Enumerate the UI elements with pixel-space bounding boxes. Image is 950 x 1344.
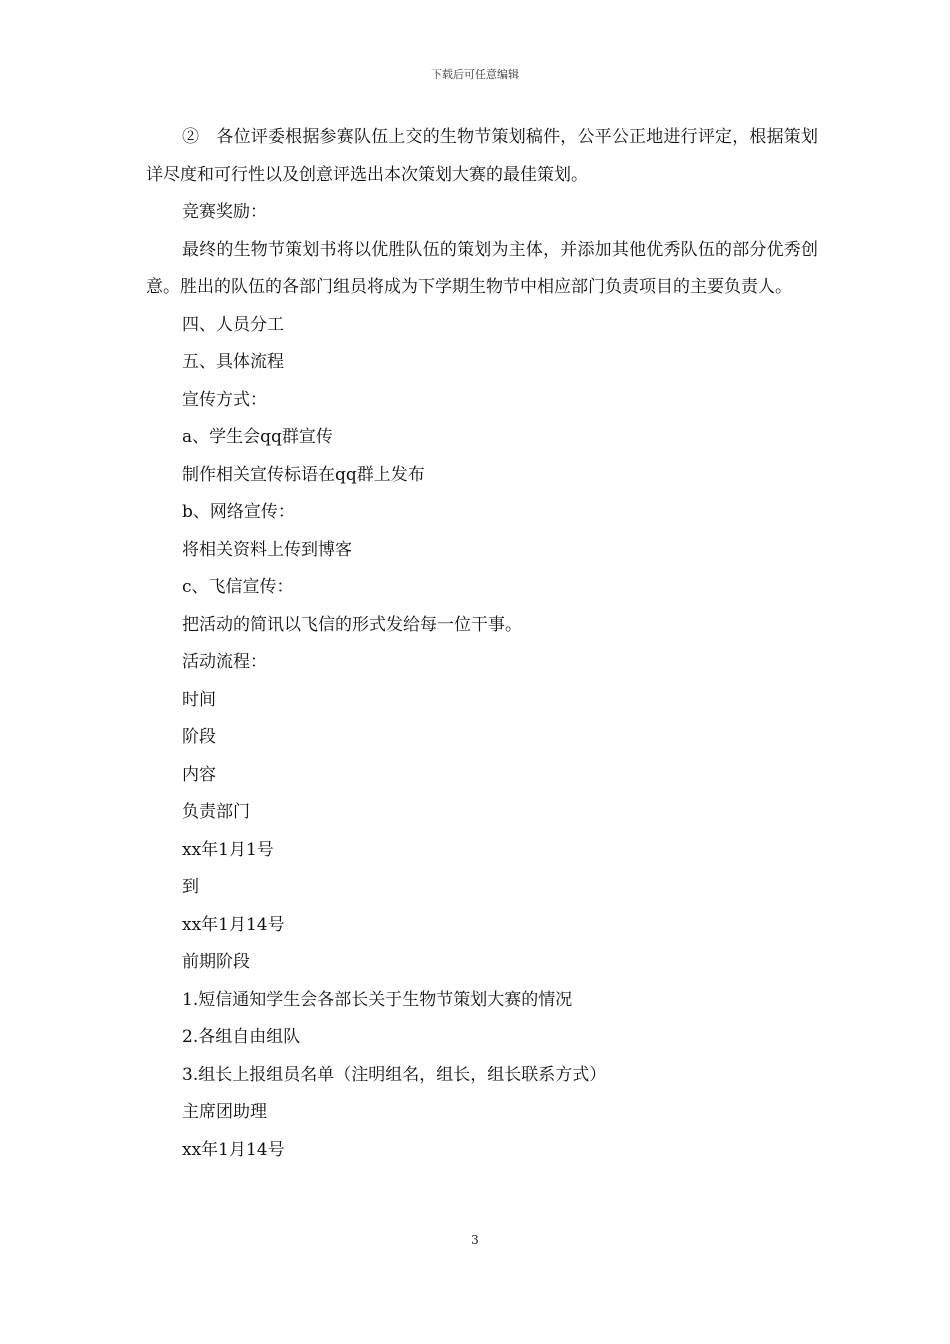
section-heading: 四、人员分工: [182, 314, 284, 335]
table-cell-text: xx年1月1号: [182, 839, 274, 860]
paragraph: 竞赛奖励：: [182, 202, 267, 222]
paragraph: 宣传方式：: [182, 389, 267, 410]
table-cell-text: 负责部门: [182, 802, 250, 822]
page-header: 下载后可任意编辑: [431, 68, 519, 81]
table-cell-text: 前期阶段: [182, 952, 250, 972]
table-cell-text: xx年1月14号: [182, 1139, 285, 1160]
page-number: 3: [471, 1233, 479, 1247]
table-cell-text: 阶段: [182, 727, 216, 747]
table-cell-text: 内容: [182, 764, 216, 785]
paragraph: ② 各位评委根据参赛队伍上交的生物节策划稿件，公平公正地进行评定，根据策划详尽度和可行性以及创意评选出本次策划大赛的最佳策划。: [146, 127, 818, 185]
paragraph: 最终的生物节策划书将以优胜队伍的策划为主体，并添加其他优秀队伍的部分优秀创意。胜出的队伍的各部门组员将成为下学期生物节中相应部门负责项目的主要负责人。: [146, 239, 818, 297]
table-cell-text: 时间: [182, 689, 216, 710]
paragraph: 将相关资料上传到博客: [182, 539, 352, 560]
paragraph: 活动流程：: [182, 652, 267, 672]
table-cell-text: 主席团助理: [182, 1102, 267, 1122]
paragraph: b、网络宣传：: [182, 502, 295, 522]
table-cell-text: 到: [182, 877, 199, 897]
section-heading: 五、具体流程: [182, 352, 284, 372]
paragraph: 制作相关宣传标语在qq群上发布: [182, 464, 425, 485]
table-cell-text: xx年1月14号: [182, 914, 285, 935]
page-body: [146, 119, 818, 1169]
paragraph: c、飞信宣传：: [182, 577, 294, 597]
table-cell-text: 1.短信通知学生会各部长关于生物节策划大赛的情况: [182, 989, 573, 1010]
paragraph: a、学生会qq群宣传: [182, 427, 333, 447]
table-cell-text: 2.各组自由组队: [182, 1027, 301, 1047]
paragraph: 把活动的简讯以飞信的形式发给每一位干事。: [182, 614, 522, 635]
table-cell-text: 3.组长上报组员名单（注明组名，组长，组长联系方式）: [182, 1064, 607, 1085]
